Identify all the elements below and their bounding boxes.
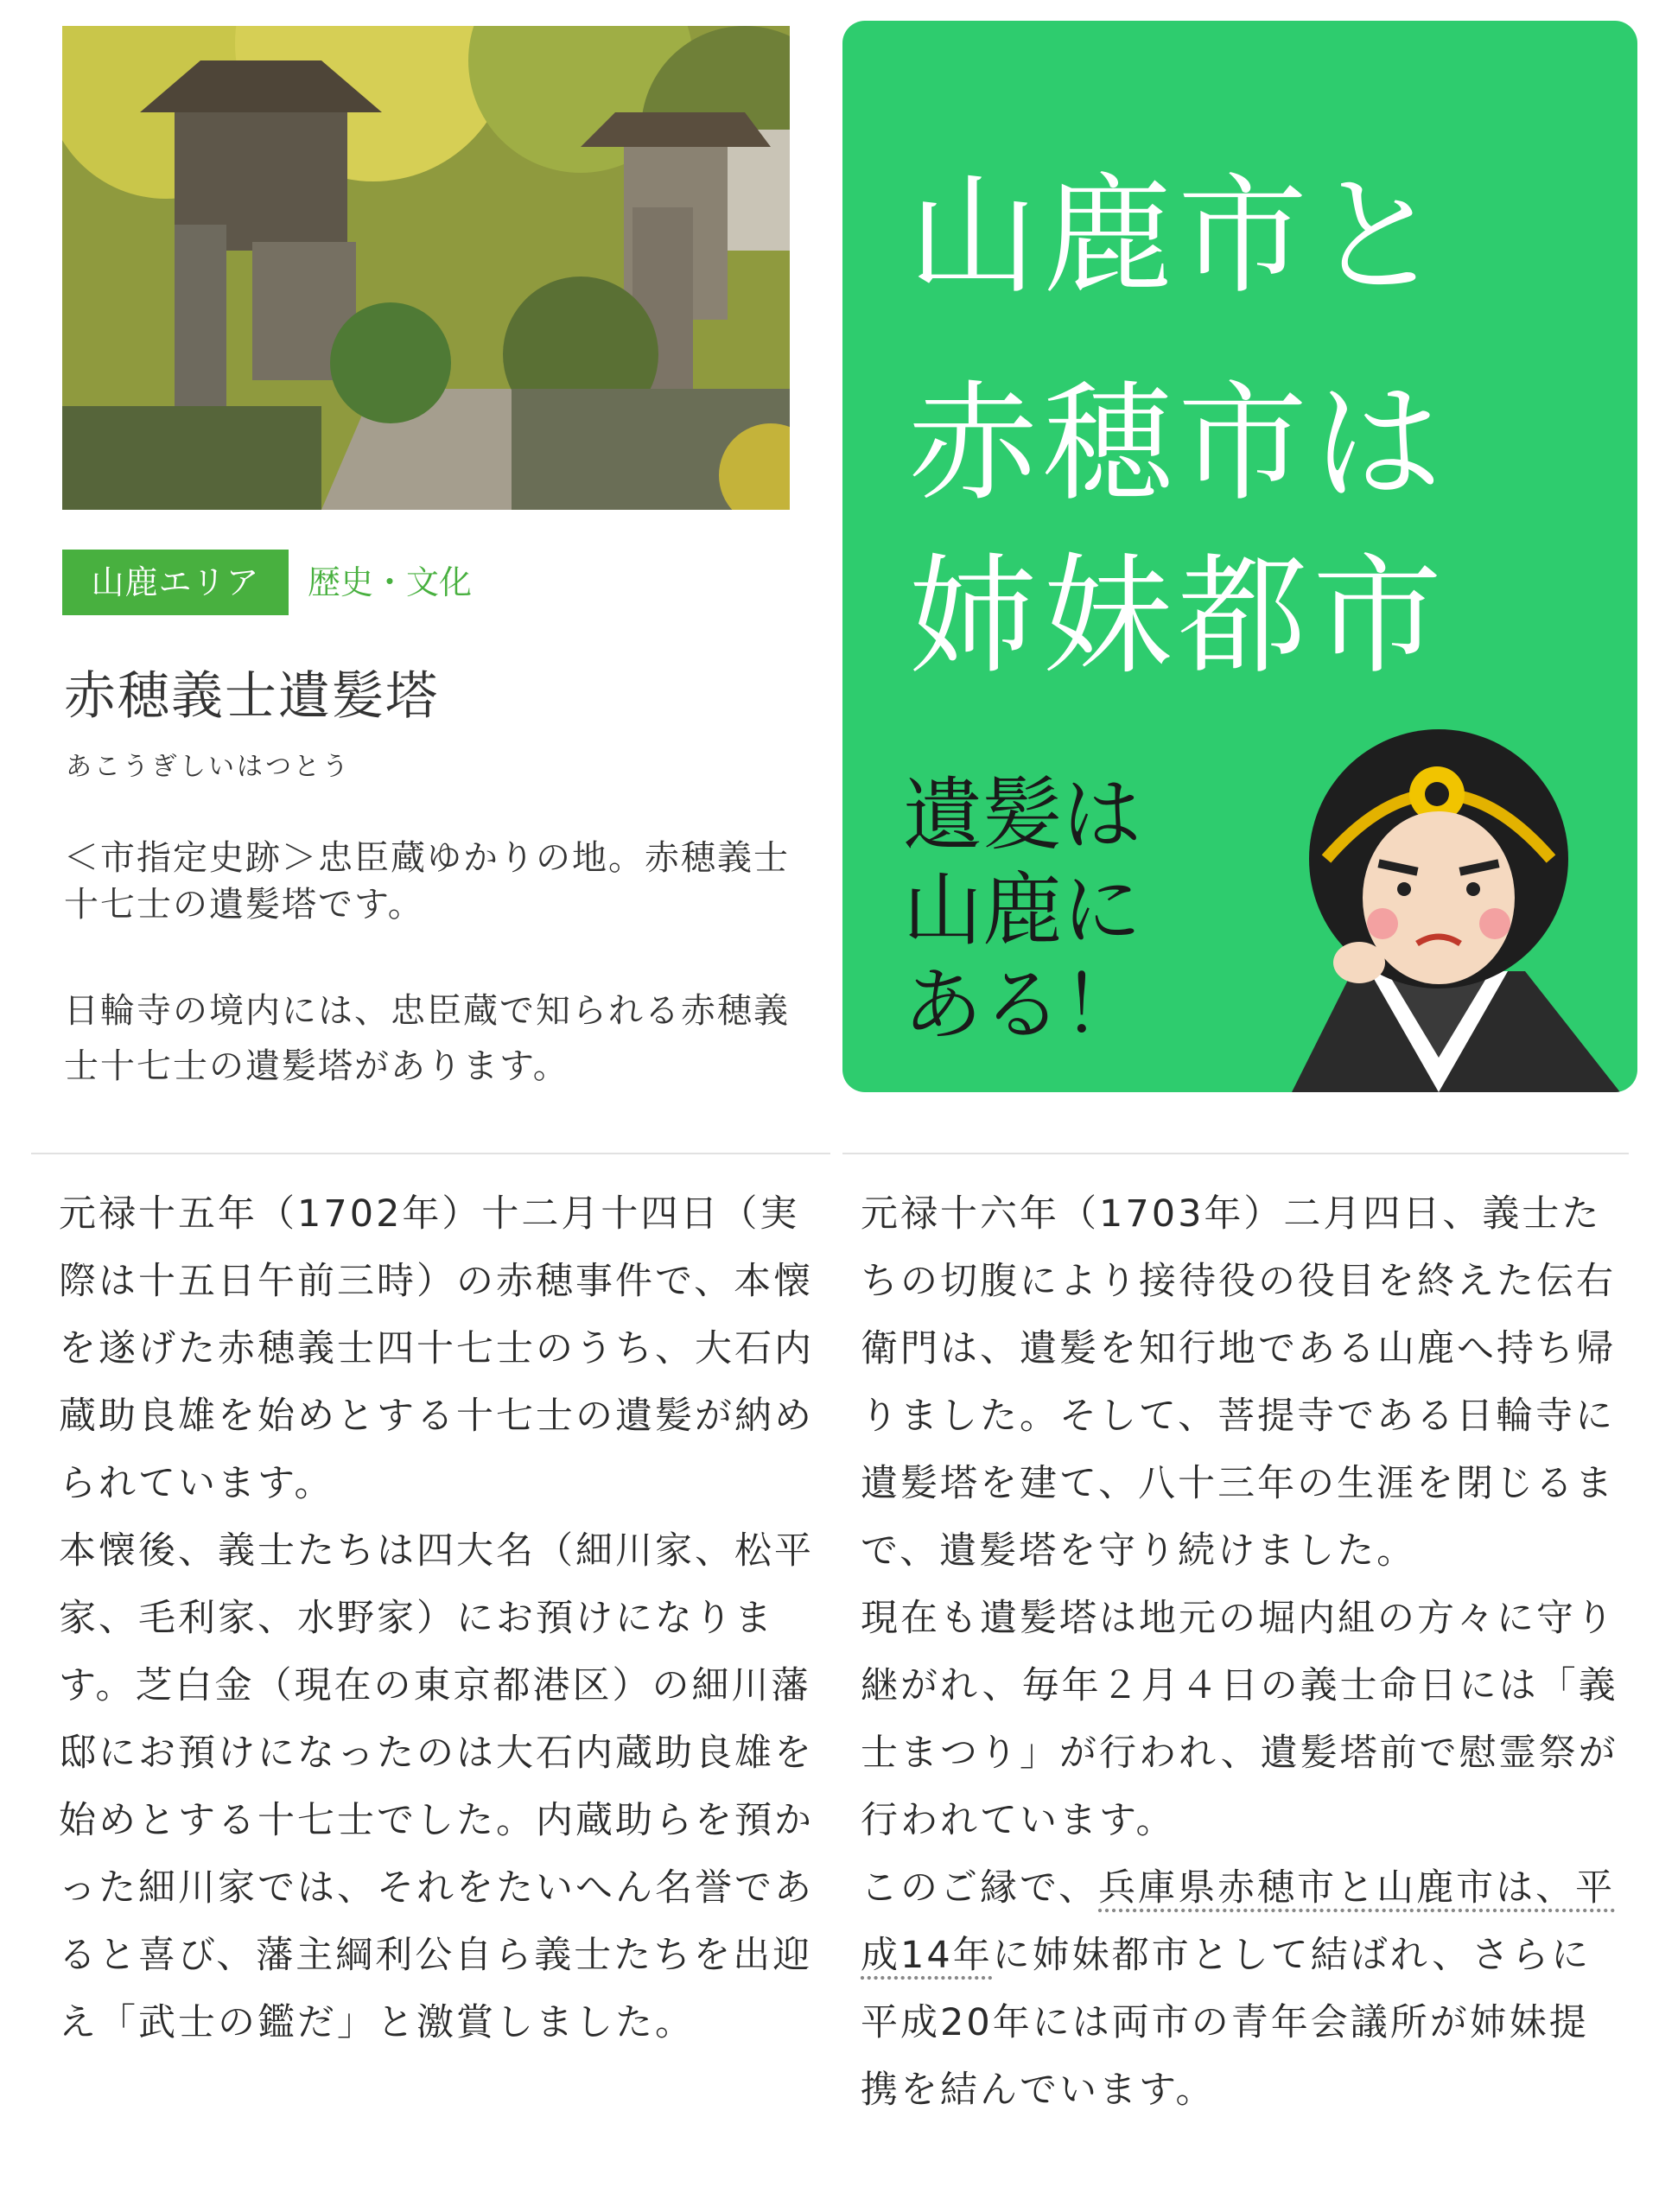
section-divider [31,1153,830,1154]
poster-headline-3: 姉妹都市 [908,542,1448,692]
poster-headline-2: 赤穂市は [908,369,1448,519]
body-text-segment: このご縁で、 [861,1866,1099,1910]
intro-paragraph: 日輪寺の境内には、忠臣蔵で知られる赤穂義士十七士の遺髪塔があります。 [64,991,790,1086]
poster-subtext-2: 山鹿に [903,864,1142,957]
sister-city-link[interactable]: 兵庫県赤穂市と山鹿市は、平成14年 [861,1866,1616,1977]
poster-subtext-1: 遺髪は [903,769,1142,861]
body-column-left [59,1180,819,2056]
memorial-photo [62,26,790,510]
title-reading: あこうぎしいはつとう [66,752,351,782]
body-paragraph: 本懐後、義士たちは四大名（細川家、松平家、毛利家、水野家）にお預けになります。芝白金（現在の東京都港区）の細川藩邸にお預けになったのは大石内蔵助良雄を始めとする十七士でした。内蔵助らを預かった細川家では、それをたいへん名誉であると喜び、藩主綱利公自ら義士たちを出迎え「武士の鑑だ」と激賞しました。 [59,1529,814,2044]
area-tag[interactable]: 山鹿エリア [62,550,289,615]
body-paragraph: 元禄十六年（1703年）二月四日、義士たちの切腹により接待役の役目を終えた伝右衛門は、遺髪を知行地である山鹿へ持ち帰りました。そして、菩提寺である日輪寺に遺髪塔を建て、八十三年の生涯を閉じるまで、遺髪塔を守り続けました。 [861,1192,1616,1573]
body-column-right [861,1180,1621,2124]
body-text-segment: に姉妹都市として結ばれ、さらに平成20年には両市の青年会議所が姉妹提携を結んでいます。 [861,1934,1592,2112]
text-fade [52,2119,812,2153]
body-paragraph [861,1854,1621,2124]
page-title: 赤穂義士遺髪塔 [64,666,439,727]
poster-headline-1: 山鹿市と [908,162,1448,312]
poster-subtext-3: ある！ [903,959,1142,1052]
body-paragraph: 元禄十五年（1702年）十二月十四日（実際は十五日午前三時）の赤穂事件で、本懐を遂げた赤穂義士四十七士のうち、大石内蔵助良雄を始めとする十七士の遺髪が納められています。 [59,1192,814,1505]
category-tag[interactable]: 歴史・文化 [308,563,473,601]
lead-paragraph: ＜市指定史跡＞忠臣蔵ゆかりの地。赤穂義士十七士の遺髪塔です。 [64,838,790,925]
memorial-photo-illustration [62,26,790,510]
samurai-illustration [1240,712,1637,1092]
sister-city-poster [842,21,1637,1092]
section-divider [842,1153,1629,1154]
body-paragraph: 現在も遺髪塔は地元の堀内組の方々に守り継がれ、毎年２月４日の義士命日には「義士まつり」が行われ、遺髪塔前で慰霊祭が行われています。 [861,1597,1618,1842]
